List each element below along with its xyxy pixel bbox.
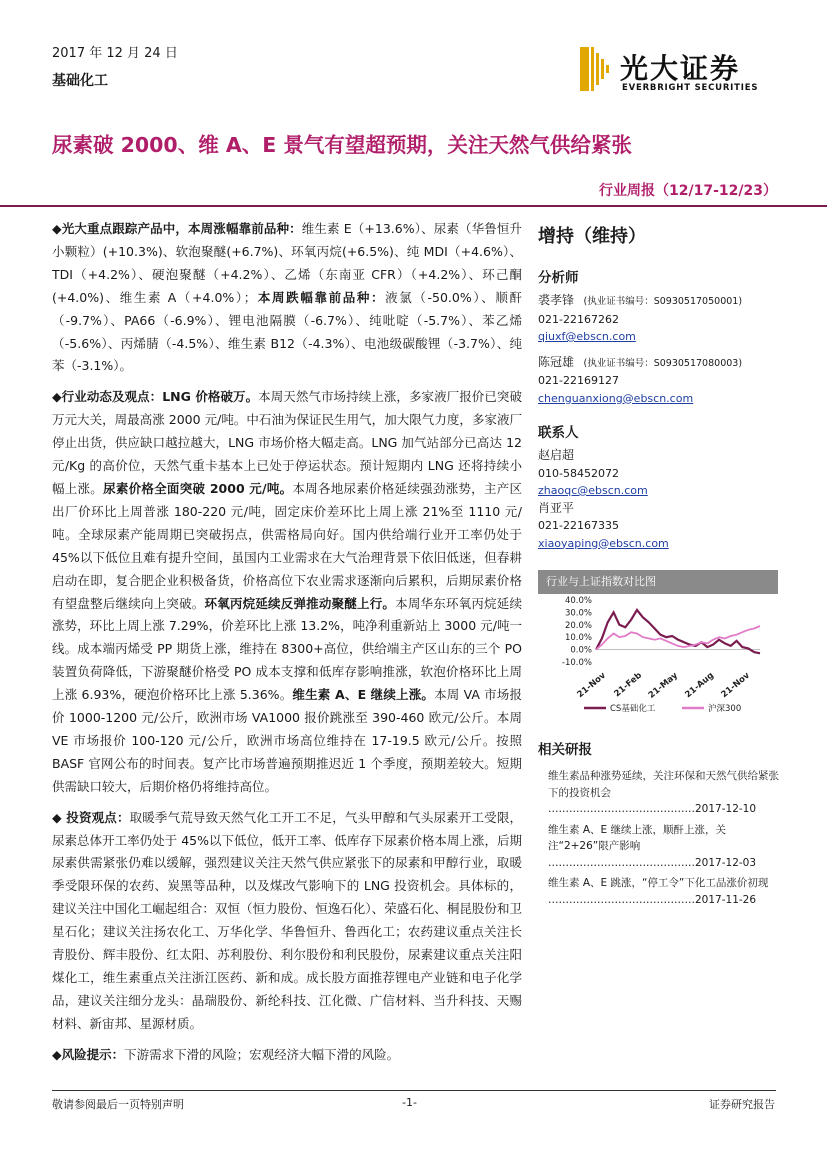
research-item-date: ……………………………………2017-12-10 bbox=[548, 803, 757, 815]
dynamics-heading-vitamin: 维生素 A、E 继续上涨。 bbox=[292, 687, 435, 703]
rating-label: 增持（维持） bbox=[538, 226, 646, 247]
dynamics-text-po: 本周华东环氧丙烷延续涨势，环比上周上涨 7.29%，价差环比上涨 13.2%，吨净利重新站上 3000 元/吨一线。成本端丙烯受 PP 期货上涨，维持在 8300+高位，供给端主产区山东的三个 PO 装置负荷降低，下游聚醚价格受 PO 成本支撑和低库存影响推涨，软泡价格环比上周上涨 6.93%，硬泡价格环比上涨 5.36%。 bbox=[52, 595, 522, 703]
dynamics-heading-lng: ◆行业动态及观点：LNG 价格破万。 bbox=[52, 389, 259, 405]
report-date: 2017 年 12 月 24 日 bbox=[52, 46, 178, 61]
research-item-title: 维生素品种涨势延续，关注环保和天然气供给紧张下的投资机会 bbox=[548, 770, 779, 799]
analyst-2-cert: (执业证书编号：S0930517080003) bbox=[583, 357, 743, 369]
research-item-date: ……………………………………2017-11-26 bbox=[548, 893, 757, 906]
paragraph-investment-view bbox=[52, 807, 522, 1036]
y-tick-label: 40.0% bbox=[564, 596, 592, 606]
analyst-2-email-link[interactable]: chenguanxiong@ebscn.com bbox=[538, 391, 694, 405]
legend-label: 沪深300 bbox=[708, 704, 742, 714]
y-tick-label: 10.0% bbox=[564, 633, 592, 644]
analyst-1-name: 裘孝锋 bbox=[538, 293, 575, 307]
contact-1-name: 赵启超 bbox=[538, 448, 575, 462]
chart-canvas bbox=[538, 594, 778, 720]
y-tick-label: 0.0% bbox=[570, 645, 592, 656]
contact-2-phone: 021-22167335 bbox=[538, 519, 619, 532]
investment-text: 取暖季气荒导致天然气化工开工不足，气头甲醇和气头尿素开工受限，尿素总体开工率仍处于 45%以下低位，低开工率、低库存下尿素价格本周上涨，后期尿素供需紧张仍难以缓解，强烈建议关注天然气供应紧张下的尿素和甲醇行业，取暖季受限环保的农药、炭黑等品种，以及煤改气影响下的 LNG 投资机会。具体标的，建议关注中国化工崛起组合：双恒（恒力股份、恒逸石化）、荣盛石化、桐昆股份和卫星石化；建议关注扬农化工、万华化学、华鲁恒升、鲁西化工；农药建议重点关注长青股份、辉丰股份、红太阳、苏利股份、利尔股份和利民股份，尿素建议重点关注阳煤化工，维生素重点关注浙江医药、新和成。成长股方面推荐锂电产业链和电子化学品，建议关注细分龙头：晶瑞股份、新纶科技、江化微、广信材料、当升科技、天赐材料、新宙邦、星源材质。 bbox=[52, 809, 522, 1031]
dynamics-heading-po: 环氧丙烷延续反弹推动聚醚上行。 bbox=[204, 595, 396, 611]
series-line bbox=[596, 626, 760, 650]
dynamics-text-urea: 本周各地尿素价格延续强劲涨势，主产区出厂价环比上周普涨 180-220 元/吨，固定床价差环比上周上涨 21%至 1110 元/吨。全球尿素产能周期已突破拐点，供需格局向好。国内供给端行业开工率仍处于 45%以下低位且难有提升空间，虽国内工业需求在大气治理背景下依旧低迷，但春耕启动在即，复合肥企业积极备货，价格高位下农业需求逐渐向后累积，后期尿素价格有望盘整后继续向上突破。 bbox=[52, 480, 522, 611]
contacts-heading: 联系人 bbox=[538, 425, 579, 441]
analyst-1-phone: 021-22167262 bbox=[538, 312, 619, 326]
dynamics-text-vitamin: 本周 VA 市场报价 1000-1200 元/公斤，欧洲市场 VA1000 报价跳涨至 390-460 欧元/公斤。本周 VE 市场报价 100-120 元/公斤，欧洲市场高位维持在 17-19.5 欧元/公斤。按照 BASF 官网公布的时间表。复产比市场普遍预期推迟近 1 个季度，预期差较大。短期供需缺口较大，后期价格仍将维持高位。 bbox=[52, 687, 522, 794]
page-number: -1- bbox=[402, 1096, 417, 1109]
dynamics-text-lng: 本周天然气市场持续上涨，多家液厂报价已突破万元大关，周最高涨 2000 元/吨。中石油为保证民生用气，加大限气力度，多家液厂停止出货，供应缺口越拉越大，LNG 市场价格大幅走高。LNG 加气站部分已高达 12 元/Kg 的高价位，天然气重卡基本上已处于停运状态。预计短期内 LNG 还将持续小幅上涨。 bbox=[52, 389, 522, 496]
research-item-title: 维生素 A、E 跳涨，“停工令”下化工品涨价初现 bbox=[548, 877, 769, 889]
research-item[interactable] bbox=[548, 875, 780, 908]
risk-heading: ◆风险提示： bbox=[52, 1046, 125, 1062]
products-gainers-heading: ◆光大重点跟踪产品中，本周涨幅靠前品种： bbox=[52, 221, 302, 236]
research-item-date: ……………………………………2017-12-03 bbox=[548, 856, 757, 869]
analysts-heading: 分析师 bbox=[538, 270, 579, 286]
analyst-2-phone: 021-22169127 bbox=[538, 374, 619, 387]
dynamics-heading-urea: 尿素价格全面突破 2000 元/吨。 bbox=[103, 480, 293, 496]
related-research-heading: 相关研报 bbox=[538, 742, 592, 758]
footer-divider bbox=[52, 1090, 776, 1091]
comparison-chart bbox=[538, 570, 778, 720]
logo-chinese-text: 光大证券 bbox=[620, 52, 741, 85]
paragraph-products bbox=[52, 218, 522, 378]
header-divider bbox=[0, 205, 827, 207]
y-tick-label: 30.0% bbox=[564, 608, 592, 619]
contact-1-email-link[interactable]: zhaoqc@ebscn.com bbox=[538, 484, 648, 497]
chart-title: 行业与上证指数对比图 bbox=[538, 570, 778, 594]
analyst-1-cert: (执业证书编号：S0930517050001) bbox=[583, 296, 743, 307]
contact-2-email-link[interactable]: xiaoyaping@ebscn.com bbox=[538, 536, 669, 550]
x-tick-label: 21-Aug bbox=[683, 670, 716, 701]
footer-disclaimer: 敬请参阅最后一页特别声明 bbox=[52, 1098, 184, 1111]
x-tick-label: 21-May bbox=[646, 670, 680, 701]
company-logo bbox=[580, 45, 780, 95]
research-item[interactable] bbox=[548, 822, 780, 872]
contact-1-phone: 010-58452072 bbox=[538, 466, 619, 480]
page-title: 尿素破 2000、维 A、E 景气有望超预期，关注天然气供给紧张 bbox=[52, 133, 632, 157]
analyst-2 bbox=[538, 354, 778, 373]
products-losers-text: 液氯（-50.0%）、顺酐（-9.7%）、PA66（-6.9%）、锂电池隔膜（-6.7%）、纯吡啶（-5.7%）、苯乙烯（-5.6%）、丙烯腈（-4.5%）、维生素 B12（-4.3%）、电池级碳酸锂（-3.7%）、纯苯（-3.1%）。 bbox=[52, 289, 522, 374]
risk-text: 下游需求下滑的风险；宏观经济大幅下滑的风险。 bbox=[124, 1046, 400, 1062]
analyst-1-email-link[interactable]: qiuxf@ebscn.com bbox=[538, 330, 636, 343]
x-tick-label: 21-Nov bbox=[719, 670, 752, 701]
products-gainers-text: 维生素 E（+13.6%）、尿素（华鲁恒升小颗粒）(+10.3%)、软泡聚醚(+6.7%)、环氧丙烷(+6.5%)、纯 MDI（+4.6%）、TDI（+4.2%）、硬泡聚醚（+4.2%）、乙烯（东南亚 CFR）（+4.2%）、环己酮(+4.0%)、维生素 A（+4.0%）； bbox=[52, 221, 522, 305]
x-tick-label: 21-Nov bbox=[575, 670, 608, 701]
main-body bbox=[52, 218, 522, 1075]
sidebar bbox=[538, 222, 778, 552]
sector-label: 基础化工 bbox=[52, 73, 108, 89]
research-item[interactable] bbox=[548, 768, 780, 818]
report-type-label: 行业周报（12/17-12/23） bbox=[599, 183, 777, 199]
logo-english-text: EVERBRIGHT SECURITIES bbox=[622, 83, 759, 93]
investment-heading: ◆ 投资观点： bbox=[52, 809, 130, 825]
analyst-2-name: 陈冠雄 bbox=[538, 354, 575, 369]
contact-2-name: 肖亚平 bbox=[538, 500, 575, 515]
research-item-title: 维生素 A、E 继续上涨，顺酐上涨，关注“2+26”限产影响 bbox=[548, 823, 726, 852]
analyst-1 bbox=[538, 292, 778, 311]
related-research-list bbox=[548, 768, 780, 912]
x-tick-label: 21-Feb bbox=[612, 670, 644, 700]
everbright-logo-icon bbox=[580, 47, 610, 91]
legend-label: CS基础化工 bbox=[610, 704, 656, 714]
footer-report-label: 证券研究报告 bbox=[709, 1098, 775, 1111]
products-losers-heading: 本周跌幅靠前品种： bbox=[256, 289, 386, 305]
paragraph-risk bbox=[52, 1044, 522, 1067]
paragraph-industry-dynamics bbox=[52, 386, 522, 798]
y-tick-label: -10.0% bbox=[561, 658, 592, 668]
y-tick-label: 20.0% bbox=[564, 620, 592, 631]
